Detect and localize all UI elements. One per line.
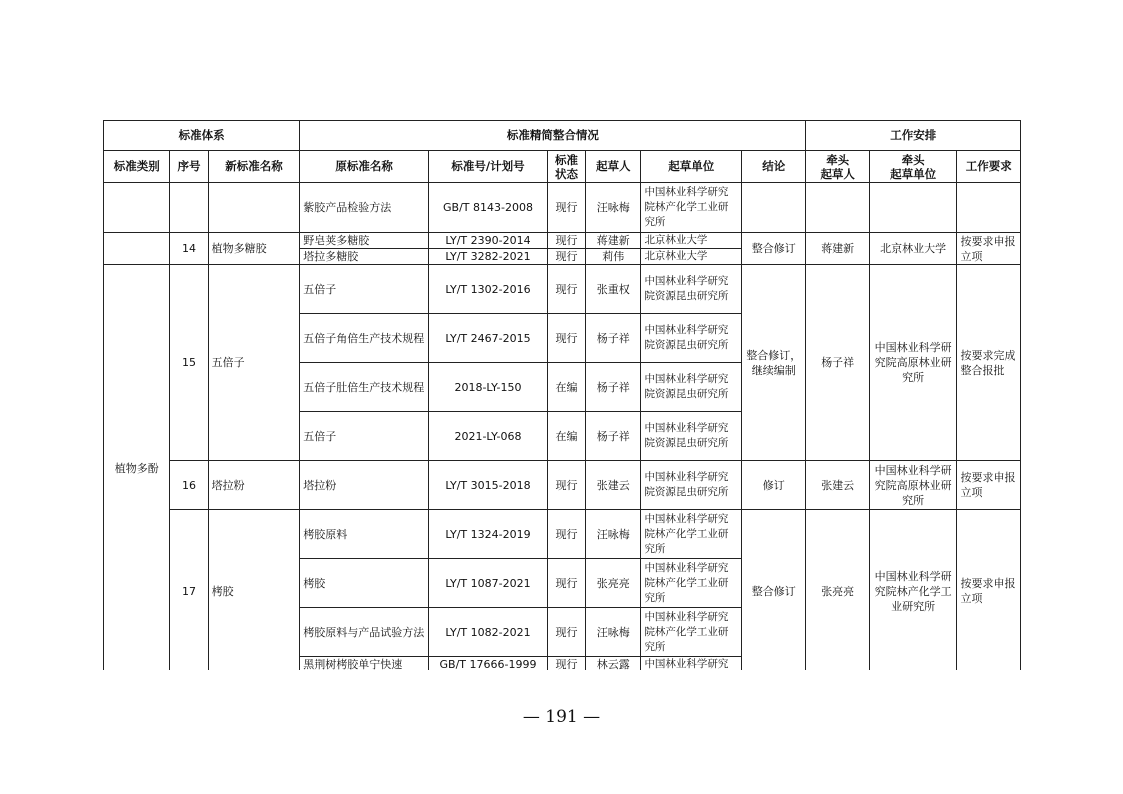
cell-code: 2021-LY-068 bbox=[429, 412, 548, 461]
cell-status: 现行 bbox=[547, 249, 585, 265]
cell-drafter: 张建云 bbox=[586, 461, 641, 510]
cell-new-name: 栲胶 bbox=[208, 510, 300, 671]
cell-drafter: 汪咏梅 bbox=[586, 183, 641, 233]
cell-unit: 中国林业科学研究院林产化学工业研究所 bbox=[641, 608, 742, 657]
header-group-work: 工作安排 bbox=[806, 121, 1021, 151]
cell-empty bbox=[806, 183, 869, 233]
header-group-system: 标准体系 bbox=[104, 121, 300, 151]
cell-status: 现行 bbox=[547, 314, 585, 363]
cell-code: GB/T 8143-2008 bbox=[429, 183, 548, 233]
cell-code: LY/T 2390-2014 bbox=[429, 233, 548, 249]
cell-req: 按要求申报立项 bbox=[957, 510, 1021, 671]
header-group-row bbox=[104, 121, 1021, 151]
col-lead: 牵头 起草人 bbox=[806, 151, 869, 183]
col-new-name: 新标准名称 bbox=[208, 151, 300, 183]
cell-drafter: 蒋建新 bbox=[586, 233, 641, 249]
cell-drafter: 杨子祥 bbox=[586, 363, 641, 412]
header-column-row bbox=[104, 151, 1021, 183]
cell-status: 现行 bbox=[547, 657, 585, 671]
cell-drafter: 杨子祥 bbox=[586, 412, 641, 461]
cell-status: 现行 bbox=[547, 233, 585, 249]
cell-category: 植物多酚 bbox=[104, 265, 170, 671]
cell-conclusion: 整合修订，继续编制 bbox=[742, 265, 806, 461]
cell-empty bbox=[742, 183, 806, 233]
page-number: — 191 — bbox=[522, 707, 601, 727]
cell-req: 按要求申报立项 bbox=[957, 233, 1021, 265]
cell-orig-name: 野皂荚多糖胶 bbox=[300, 233, 429, 249]
cell-conclusion: 整合修订 bbox=[742, 233, 806, 265]
cell-unit: 中国林业科学研究院资源昆虫研究所 bbox=[641, 265, 742, 314]
table-row bbox=[104, 461, 1021, 510]
col-status: 标准 状态 bbox=[547, 151, 585, 183]
cell-unit: 中国林业科学研究院资源昆虫研究所 bbox=[641, 412, 742, 461]
cell-seq: 16 bbox=[170, 461, 208, 510]
cell-orig-name: 紫胶产品检验方法 bbox=[300, 183, 429, 233]
cell-lead-unit: 中国林业科学研究院林产化学工业研究所 bbox=[869, 510, 957, 671]
cell-seq: 17 bbox=[170, 510, 208, 671]
col-orig-name: 原标准名称 bbox=[300, 151, 429, 183]
table-clip bbox=[98, 120, 1028, 670]
cell-code: LY/T 3015-2018 bbox=[429, 461, 548, 510]
cell-orig-name: 塔拉粉 bbox=[300, 461, 429, 510]
cell-status: 现行 bbox=[547, 510, 585, 559]
col-category: 标准类别 bbox=[104, 151, 170, 183]
cell-code: LY/T 1087-2021 bbox=[429, 559, 548, 608]
cell-empty bbox=[170, 183, 208, 233]
cell-drafter: 汪咏梅 bbox=[586, 608, 641, 657]
col-lead-unit: 牵头 起草单位 bbox=[869, 151, 957, 183]
cell-lead: 蒋建新 bbox=[806, 233, 869, 265]
cell-empty bbox=[104, 233, 170, 265]
col-drafter: 起草人 bbox=[586, 151, 641, 183]
cell-unit: 中国林业科学研究院林产化学工业研究所 bbox=[641, 559, 742, 608]
cell-unit: 中国林业科学研究院林产化学工业研究所 bbox=[641, 183, 742, 233]
cell-code: LY/T 1302-2016 bbox=[429, 265, 548, 314]
cell-lead: 张建云 bbox=[806, 461, 869, 510]
cell-lead-unit: 中国林业科学研究院高原林业研究所 bbox=[869, 265, 957, 461]
cell-new-name: 塔拉粉 bbox=[208, 461, 300, 510]
cell-drafter: 林云露 bbox=[586, 657, 641, 671]
cell-orig-name: 塔拉多糖胶 bbox=[300, 249, 429, 265]
cell-code: LY/T 2467-2015 bbox=[429, 314, 548, 363]
header-group-integration: 标准精简整合情况 bbox=[300, 121, 806, 151]
cell-code: GB/T 17666-1999 bbox=[429, 657, 548, 671]
cell-unit: 中国林业科学研究院资源昆虫研究所 bbox=[641, 363, 742, 412]
col-conclusion: 结论 bbox=[742, 151, 806, 183]
cell-empty bbox=[208, 183, 300, 233]
cell-status: 现行 bbox=[547, 461, 585, 510]
cell-seq: 15 bbox=[170, 265, 208, 461]
cell-empty bbox=[957, 183, 1021, 233]
cell-status: 在编 bbox=[547, 412, 585, 461]
cell-drafter: 汪咏梅 bbox=[586, 510, 641, 559]
cell-unit: 中国林业科学研究院林产化学工业研究所 bbox=[641, 510, 742, 559]
cell-lead-unit: 中国林业科学研究院高原林业研究所 bbox=[869, 461, 957, 510]
cell-unit: 中国林业科学研究 bbox=[641, 657, 742, 671]
cell-code: 2018-LY-150 bbox=[429, 363, 548, 412]
cell-status: 在编 bbox=[547, 363, 585, 412]
cell-conclusion: 修订 bbox=[742, 461, 806, 510]
cell-req: 按要求申报立项 bbox=[957, 461, 1021, 510]
cell-drafter: 莉伟 bbox=[586, 249, 641, 265]
standards-table bbox=[103, 120, 1021, 670]
cell-lead-unit: 北京林业大学 bbox=[869, 233, 957, 265]
cell-drafter: 张亮亮 bbox=[586, 559, 641, 608]
cell-orig-name: 栲胶原料与产品试验方法 bbox=[300, 608, 429, 657]
cell-status: 现行 bbox=[547, 559, 585, 608]
cell-drafter: 张重权 bbox=[586, 265, 641, 314]
cell-orig-name: 五倍子肚倍生产技术规程 bbox=[300, 363, 429, 412]
table-row bbox=[104, 510, 1021, 559]
cell-code: LY/T 1082-2021 bbox=[429, 608, 548, 657]
cell-new-name: 植物多糖胶 bbox=[208, 233, 300, 265]
cell-orig-name: 栲胶原料 bbox=[300, 510, 429, 559]
cell-unit: 中国林业科学研究院资源昆虫研究所 bbox=[641, 461, 742, 510]
cell-code: LY/T 3282-2021 bbox=[429, 249, 548, 265]
cell-empty bbox=[869, 183, 957, 233]
col-req: 工作要求 bbox=[957, 151, 1021, 183]
cell-status: 现行 bbox=[547, 608, 585, 657]
cell-drafter: 杨子祥 bbox=[586, 314, 641, 363]
cell-unit: 北京林业大学 bbox=[641, 233, 742, 249]
col-code: 标准号/计划号 bbox=[429, 151, 548, 183]
cell-orig-name: 栲胶 bbox=[300, 559, 429, 608]
cell-orig-name: 五倍子角倍生产技术规程 bbox=[300, 314, 429, 363]
cell-orig-name: 五倍子 bbox=[300, 265, 429, 314]
cell-lead: 杨子祥 bbox=[806, 265, 869, 461]
cell-seq: 14 bbox=[170, 233, 208, 265]
col-unit: 起草单位 bbox=[641, 151, 742, 183]
cell-conclusion: 整合修订 bbox=[742, 510, 806, 671]
cell-orig-name: 五倍子 bbox=[300, 412, 429, 461]
table-row bbox=[104, 233, 1021, 249]
cell-empty bbox=[104, 183, 170, 233]
cell-status: 现行 bbox=[547, 265, 585, 314]
table-row bbox=[104, 265, 1021, 314]
cell-new-name: 五倍子 bbox=[208, 265, 300, 461]
table-row bbox=[104, 183, 1021, 233]
cell-code: LY/T 1324-2019 bbox=[429, 510, 548, 559]
cell-req: 按要求完成整合报批 bbox=[957, 265, 1021, 461]
cell-lead: 张亮亮 bbox=[806, 510, 869, 671]
cell-unit: 中国林业科学研究院资源昆虫研究所 bbox=[641, 314, 742, 363]
cell-unit: 北京林业大学 bbox=[641, 249, 742, 265]
col-seq: 序号 bbox=[170, 151, 208, 183]
cell-status: 现行 bbox=[547, 183, 585, 233]
cell-orig-name: 黑荆树栲胶单宁快速 bbox=[300, 657, 429, 671]
